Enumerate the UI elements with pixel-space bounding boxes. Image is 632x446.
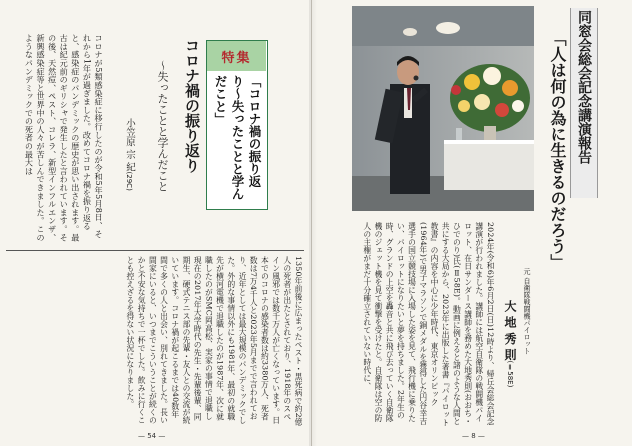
page-number-right: — 8 —: [462, 432, 485, 440]
speaker-org: 元 自衛隊戦闘機パイロット: [523, 268, 531, 355]
report-heading: 同窓会総会記念講演報告: [570, 8, 598, 198]
author-byline: [112, 118, 136, 248]
page-number-left: — 54 —: [138, 432, 166, 440]
author-note: (29C): [125, 171, 133, 191]
intro-text: コロナが5類感染症に移行したのが令和5年5月8日、それから1年が過ぎました。改めてコロナ禍を振り返ると、感染症のパンデミックの歴史が思い出されます。最古は紀元前のギリシャで発生したと言われています。その後、天然痘、ペスト、コレラ、新型インフルエンザ、新興感染症等と世界中の人々が苦しんできました。このようなパンデミックでの死者の最大は: [24, 34, 104, 242]
page-gutter: [309, 0, 317, 446]
speaker-name: 大 地 秀 則: [503, 300, 517, 361]
section-divider: [6, 250, 304, 251]
feature-label-bar: [207, 41, 266, 71]
feature-label: 特集: [221, 50, 252, 66]
author-name: 小笠原 宗 紀: [124, 118, 135, 172]
speaker-photo: [352, 6, 534, 211]
article-title: コロナ禍の振り返り: [183, 38, 201, 173]
speaker-photo-illustration: [352, 6, 534, 211]
feature-box-title: 「コロナ禍の振り返り〜失ったことと学んだこと」: [213, 75, 262, 200]
right-body-text: 2024年(令和6)年6月2日(日)12時より、帰丘会総会記念講演が行われました。講師には航空自衛隊の戦闘機パイロット、在日サンダース講師を務めた大地秀則(おおち・ひでのり)氏(Ⅱ58E)。動画に例えると諸のような人間と共にする大局から、2023年に出版した著書『パイロット教書』の内容を中心に少年時代、東京オリンピック(1964年)で男子マラソンで銅メダルを獲得した円谷幸吉選手の国立競技場に入場した姿を見て、飛行機に乗りたい、パイロットになりたいと夢を持ちました。2年生の時、グランドの上空を轟音と共に飛び去っていく自衛隊機のジェット機を見て衝撃を受けたと。自衛隊は空の防人の主権がまだ十分確立されていない時代に、: [362, 222, 495, 427]
article-subtitle: 〜失ったことと学んだこと: [156, 60, 169, 192]
speaker-note: (Ⅱ58E): [506, 360, 514, 388]
speaker-byline: [500, 300, 518, 420]
body-text: 1350年前後に広まったペスト・黒死病で約2億人の死者が出たとされており、1918年のスペイン風邪では数千万人が亡くなっています。日本でのコロナの感染者数は約3380万人、死者数は7万4千人と2023年5月までで言われており、近年としては最大規模のパンデミックでした。外的な事情以外にも1981年、最初の就職先が横河電機で退職したのが1987年、次に就職したのがSMC岡高松、実家の事情で退職し現在の2017年大学時代の先生・先輩後輩、同期生、硬式テニス部の先輩・友人との交流が続いています。コロナ禍が起こるまでは40数年間で多くの人と出会い、別れてきました。長い間家にいると、いつまでこういうことが続くのかと不安な気持ちで一杯でした。飲みに行くことも控えざるを得ない状況になりました。: [125, 256, 303, 426]
lecture-title: 「人は何の為に生きるのだろう」: [548, 30, 567, 270]
feature-box: [206, 40, 268, 210]
left-page: [0, 0, 312, 446]
